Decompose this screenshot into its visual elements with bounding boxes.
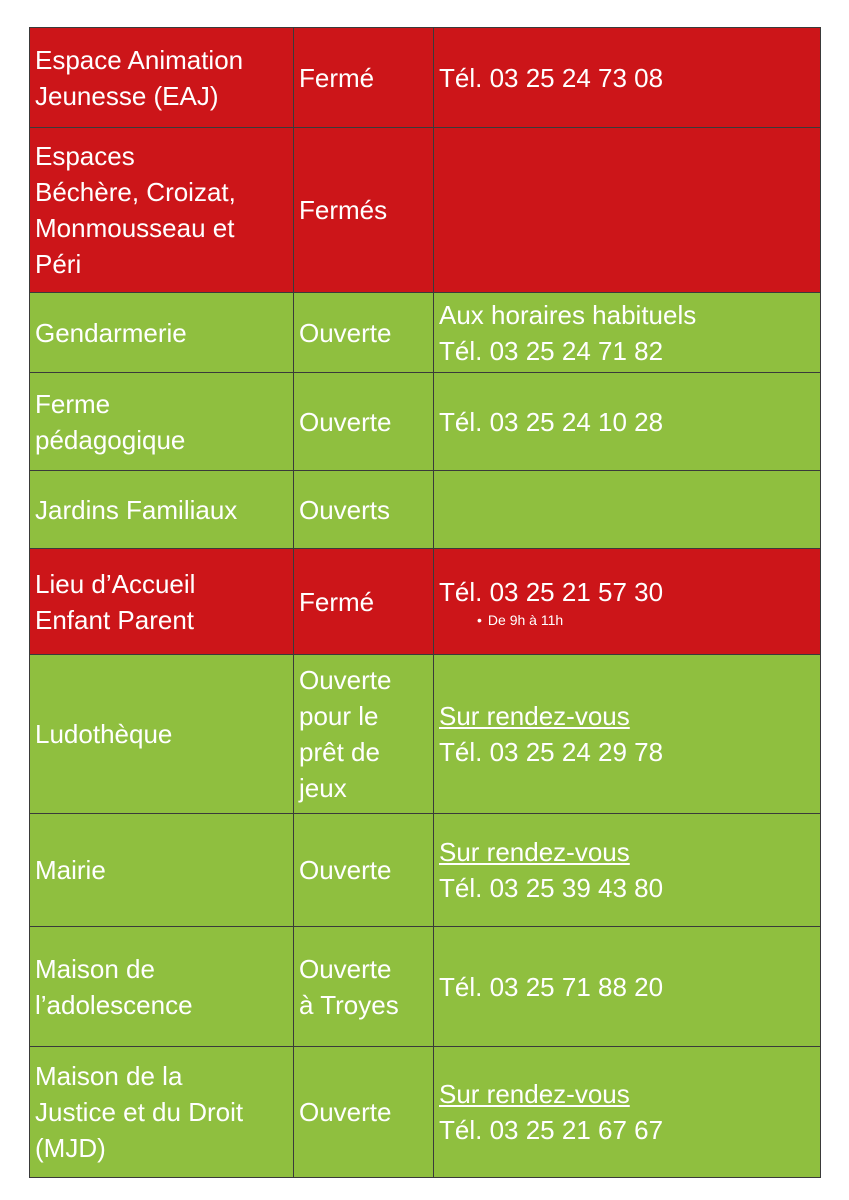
- service-info-cell: [434, 814, 821, 927]
- service-name-line: Monmousseau et: [35, 213, 235, 243]
- phone-number: Tél. 03 25 24 29 78: [439, 737, 664, 767]
- phone-number: Tél. 03 25 21 67 67: [439, 1115, 664, 1145]
- phone-number: Tél. 03 25 24 73 08: [439, 62, 664, 93]
- table-row: [30, 1047, 821, 1178]
- service-name-line: l’adolescence: [35, 989, 193, 1020]
- service-status-line: Ouverte: [299, 1097, 392, 1127]
- table-row: [30, 549, 821, 655]
- phone-number: Tél. 03 25 21 57 30: [439, 576, 664, 607]
- service-status-line: à Troyes: [299, 989, 399, 1020]
- table-row: [30, 814, 821, 927]
- service-name-line: Mairie: [35, 855, 106, 885]
- service-name-line: pédagogique: [35, 424, 186, 455]
- table-row: [30, 373, 821, 471]
- service-status-line: Ouverte: [299, 665, 392, 695]
- service-name-line: Ferme: [35, 388, 111, 419]
- service-name-line: Lieu d’Accueil: [35, 568, 196, 599]
- service-name-cell: [30, 549, 294, 655]
- service-info-cell: [434, 549, 821, 655]
- table-row: [30, 28, 821, 128]
- table-row: [30, 927, 821, 1047]
- services-table: [29, 27, 821, 1178]
- service-status-cell: [294, 471, 434, 549]
- service-name-cell: [30, 655, 294, 814]
- service-name-line: Espace Animation: [35, 44, 244, 75]
- service-status-cell: [294, 373, 434, 471]
- service-status-line: Fermés: [299, 195, 388, 225]
- service-name-cell: [30, 373, 294, 471]
- service-name-cell: [30, 128, 294, 293]
- service-name-line: Gendarmerie: [35, 317, 187, 348]
- phone-number: Tél. 03 25 39 43 80: [439, 873, 664, 903]
- service-status-line: Fermé: [299, 586, 375, 617]
- service-name-line: Péri: [35, 249, 82, 279]
- service-name-line: Espaces: [35, 141, 135, 171]
- phone-number: Tél. 03 25 24 10 28: [439, 406, 664, 437]
- service-status-cell: [294, 128, 434, 293]
- service-name-cell: [30, 814, 294, 927]
- service-status-cell: [294, 927, 434, 1047]
- phone-number: Tél. 03 25 71 88 20: [439, 971, 664, 1002]
- service-status-cell: [294, 655, 434, 814]
- service-info-cell: [434, 471, 821, 549]
- service-name-line: Justice et du Droit: [35, 1097, 244, 1127]
- service-info-cell: [434, 655, 821, 814]
- service-name-cell: [30, 471, 294, 549]
- service-status-line: Ouverte: [299, 317, 392, 348]
- bullet-icon: •: [477, 611, 482, 628]
- service-status-line: Ouverte: [299, 855, 392, 885]
- service-name-line: (MJD): [35, 1133, 106, 1163]
- service-status-line: pour le: [299, 701, 379, 731]
- service-name-line: Jeunesse (EAJ): [35, 80, 219, 111]
- service-name-line: Maison de la: [35, 1061, 183, 1091]
- appointment-link[interactable]: Sur rendez-vous: [439, 837, 630, 867]
- services-table-body: [30, 28, 821, 1178]
- service-status-line: Ouverts: [299, 494, 391, 525]
- service-info-cell: [434, 927, 821, 1047]
- table-row: [30, 655, 821, 814]
- service-info-cell: [434, 293, 821, 373]
- service-status-cell: [294, 549, 434, 655]
- schedule-note-text: De 9h à 11h: [487, 611, 564, 628]
- appointment-link[interactable]: Sur rendez-vous: [439, 1079, 630, 1109]
- service-info-cell: [434, 1047, 821, 1178]
- service-status-line: prêt de: [299, 737, 380, 767]
- service-name-cell: [30, 28, 294, 128]
- service-status-cell: [294, 293, 434, 373]
- service-info-cell: [434, 373, 821, 471]
- service-status-cell: [294, 28, 434, 128]
- service-name-line: Maison de: [35, 953, 155, 984]
- service-status-line: Ouverte: [299, 953, 392, 984]
- table-row: [30, 471, 821, 549]
- appointment-link[interactable]: Sur rendez-vous: [439, 701, 630, 731]
- service-name-line: Béchère, Croizat,: [35, 177, 236, 207]
- service-name-line: Jardins Familiaux: [35, 494, 238, 525]
- service-name-cell: [30, 1047, 294, 1178]
- schedule-note: [439, 610, 820, 630]
- service-status-line: jeux: [299, 773, 347, 803]
- table-row: [30, 293, 821, 373]
- service-status-cell: [294, 814, 434, 927]
- info-line: Aux horaires habituels: [439, 299, 697, 330]
- service-status-cell: [294, 1047, 434, 1178]
- service-info-cell: [434, 128, 821, 293]
- service-name-line: Enfant Parent: [35, 604, 194, 635]
- service-name-cell: [30, 293, 294, 373]
- phone-number: Tél. 03 25 24 71 82: [439, 335, 664, 366]
- service-name-cell: [30, 927, 294, 1047]
- table-row: [30, 128, 821, 293]
- service-info-cell: [434, 28, 821, 128]
- service-status-line: Ouverte: [299, 406, 392, 437]
- service-status-line: Fermé: [299, 62, 375, 93]
- service-name-line: Ludothèque: [35, 719, 173, 749]
